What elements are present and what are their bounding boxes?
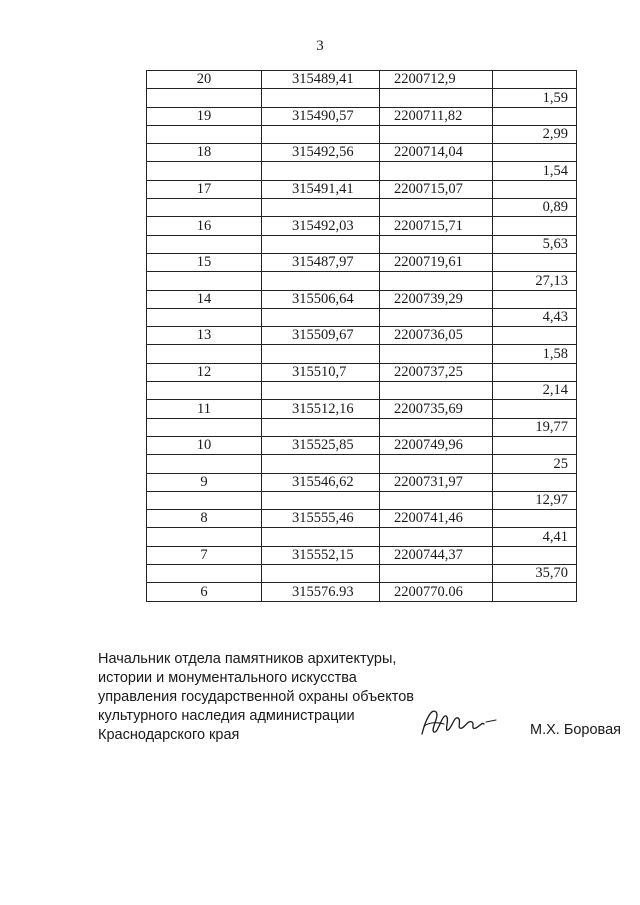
distance-cell: 2,14	[493, 382, 577, 400]
distance-cell	[493, 583, 577, 601]
position-line: культурного наследия администрации	[98, 708, 355, 724]
point-number-cell: 6	[147, 583, 262, 601]
y-coordinate-cell: 2200739,29	[380, 290, 493, 308]
distance-cell	[493, 290, 577, 308]
point-number-cell: 15	[147, 253, 262, 271]
point-number-cell	[147, 162, 262, 180]
distance-cell	[493, 180, 577, 198]
y-coordinate-cell: 2200731,97	[380, 473, 493, 491]
table-row	[147, 272, 577, 290]
distance-cell: 35,70	[493, 565, 577, 583]
y-coordinate-cell: 2200711,82	[380, 107, 493, 125]
table-row	[147, 510, 577, 528]
table-row	[147, 436, 577, 454]
y-coordinate-cell	[380, 162, 493, 180]
x-coordinate-cell: 315510,7	[262, 363, 380, 381]
point-number-cell: 9	[147, 473, 262, 491]
distance-cell	[493, 510, 577, 528]
distance-cell	[493, 363, 577, 381]
x-coordinate-cell: 315490,57	[262, 107, 380, 125]
position-line: Начальник отдела памятников архитектуры,	[98, 651, 397, 667]
y-coordinate-cell	[380, 199, 493, 217]
point-number-cell: 12	[147, 363, 262, 381]
x-coordinate-cell: 315546,62	[262, 473, 380, 491]
x-coordinate-cell	[262, 308, 380, 326]
y-coordinate-cell: 2200741,46	[380, 510, 493, 528]
distance-cell	[493, 144, 577, 162]
distance-cell	[493, 253, 577, 271]
distance-cell: 4,41	[493, 528, 577, 546]
y-coordinate-cell: 2200715,71	[380, 217, 493, 235]
handwritten-signature	[418, 700, 498, 746]
x-coordinate-cell	[262, 491, 380, 509]
y-coordinate-cell: 2200714,04	[380, 144, 493, 162]
position-line: Краснодарского края	[98, 727, 240, 743]
y-coordinate-cell	[380, 125, 493, 143]
distance-cell	[493, 327, 577, 345]
point-number-cell: 17	[147, 180, 262, 198]
y-coordinate-cell: 2200715,07	[380, 180, 493, 198]
x-coordinate-cell	[262, 382, 380, 400]
table-row	[147, 418, 577, 436]
y-coordinate-cell: 2200744,37	[380, 546, 493, 564]
table-row	[147, 327, 577, 345]
x-coordinate-cell	[262, 89, 380, 107]
point-number-cell: 11	[147, 400, 262, 418]
table-row	[147, 107, 577, 125]
distance-cell	[493, 473, 577, 491]
x-coordinate-cell	[262, 199, 380, 217]
distance-cell	[493, 400, 577, 418]
y-coordinate-cell	[380, 491, 493, 509]
x-coordinate-cell	[262, 162, 380, 180]
distance-cell: 1,58	[493, 345, 577, 363]
distance-cell: 1,54	[493, 162, 577, 180]
table-row	[147, 162, 577, 180]
signer-name: М.Х. Боровая	[530, 722, 622, 738]
distance-cell	[493, 436, 577, 454]
x-coordinate-cell: 315492,03	[262, 217, 380, 235]
distance-cell	[493, 107, 577, 125]
table-row	[147, 199, 577, 217]
point-number-cell	[147, 235, 262, 253]
distance-cell: 4,43	[493, 308, 577, 326]
distance-cell: 2,99	[493, 125, 577, 143]
signatory-position	[98, 650, 414, 745]
point-number-cell	[147, 528, 262, 546]
table-row	[147, 89, 577, 107]
table-row	[147, 290, 577, 308]
point-number-cell	[147, 199, 262, 217]
y-coordinate-cell: 2200737,25	[380, 363, 493, 381]
y-coordinate-cell	[380, 345, 493, 363]
y-coordinate-cell	[380, 528, 493, 546]
point-number-cell: 8	[147, 510, 262, 528]
point-number-cell: 19	[147, 107, 262, 125]
y-coordinate-cell	[380, 382, 493, 400]
y-coordinate-cell	[380, 455, 493, 473]
table-row	[147, 565, 577, 583]
distance-cell	[493, 546, 577, 564]
position-line: истории и монументального искусства	[98, 670, 357, 686]
distance-cell: 0,89	[493, 199, 577, 217]
table-row	[147, 473, 577, 491]
point-number-cell	[147, 125, 262, 143]
distance-cell: 1,59	[493, 89, 577, 107]
x-coordinate-cell: 315525,85	[262, 436, 380, 454]
x-coordinate-cell: 315555,46	[262, 510, 380, 528]
distance-cell	[493, 71, 577, 89]
x-coordinate-cell	[262, 565, 380, 583]
table-row	[147, 180, 577, 198]
table-row	[147, 400, 577, 418]
x-coordinate-cell: 315509,67	[262, 327, 380, 345]
table-row	[147, 363, 577, 381]
table-row	[147, 308, 577, 326]
table-row	[147, 455, 577, 473]
y-coordinate-cell	[380, 235, 493, 253]
table-row	[147, 253, 577, 271]
point-number-cell	[147, 89, 262, 107]
y-coordinate-cell: 2200770.06	[380, 583, 493, 601]
table-row	[147, 71, 577, 89]
point-number-cell	[147, 491, 262, 509]
x-coordinate-cell: 315512,16	[262, 400, 380, 418]
point-number-cell	[147, 382, 262, 400]
y-coordinate-cell: 2200719,61	[380, 253, 493, 271]
table-row	[147, 345, 577, 363]
distance-cell: 19,77	[493, 418, 577, 436]
distance-cell: 25	[493, 455, 577, 473]
y-coordinate-cell	[380, 418, 493, 436]
x-coordinate-cell	[262, 455, 380, 473]
x-coordinate-cell	[262, 235, 380, 253]
y-coordinate-cell: 2200712,9	[380, 71, 493, 89]
table-row	[147, 546, 577, 564]
table-row	[147, 144, 577, 162]
x-coordinate-cell	[262, 345, 380, 363]
table-row	[147, 125, 577, 143]
x-coordinate-cell: 315552,15	[262, 546, 380, 564]
table-row	[147, 235, 577, 253]
x-coordinate-cell: 315487,97	[262, 253, 380, 271]
y-coordinate-cell	[380, 272, 493, 290]
y-coordinate-cell	[380, 308, 493, 326]
point-number-cell	[147, 308, 262, 326]
coordinates-table-body	[147, 71, 577, 602]
distance-cell: 5,63	[493, 235, 577, 253]
table-row	[147, 217, 577, 235]
table-row	[147, 382, 577, 400]
distance-cell: 27,13	[493, 272, 577, 290]
table-row	[147, 491, 577, 509]
y-coordinate-cell	[380, 89, 493, 107]
point-number-cell: 18	[147, 144, 262, 162]
x-coordinate-cell: 315492,56	[262, 144, 380, 162]
x-coordinate-cell	[262, 125, 380, 143]
x-coordinate-cell: 315489,41	[262, 71, 380, 89]
point-number-cell	[147, 418, 262, 436]
x-coordinate-cell: 315506,64	[262, 290, 380, 308]
y-coordinate-cell: 2200749,96	[380, 436, 493, 454]
x-coordinate-cell	[262, 528, 380, 546]
position-line: управления государственной охраны объектов	[98, 689, 414, 705]
table-row	[147, 583, 577, 601]
point-number-cell: 16	[147, 217, 262, 235]
table-row	[147, 528, 577, 546]
x-coordinate-cell: 315491,41	[262, 180, 380, 198]
y-coordinate-cell: 2200735,69	[380, 400, 493, 418]
point-number-cell	[147, 345, 262, 363]
y-coordinate-cell	[380, 565, 493, 583]
point-number-cell: 14	[147, 290, 262, 308]
page-number: 3	[316, 38, 324, 54]
x-coordinate-cell	[262, 418, 380, 436]
x-coordinate-cell	[262, 272, 380, 290]
y-coordinate-cell: 2200736,05	[380, 327, 493, 345]
point-number-cell: 13	[147, 327, 262, 345]
distance-cell	[493, 217, 577, 235]
point-number-cell: 20	[147, 71, 262, 89]
point-number-cell	[147, 565, 262, 583]
coordinates-table	[146, 70, 577, 602]
distance-cell: 12,97	[493, 491, 577, 509]
point-number-cell: 10	[147, 436, 262, 454]
point-number-cell	[147, 272, 262, 290]
point-number-cell	[147, 455, 262, 473]
x-coordinate-cell: 315576.93	[262, 583, 380, 601]
point-number-cell: 7	[147, 546, 262, 564]
